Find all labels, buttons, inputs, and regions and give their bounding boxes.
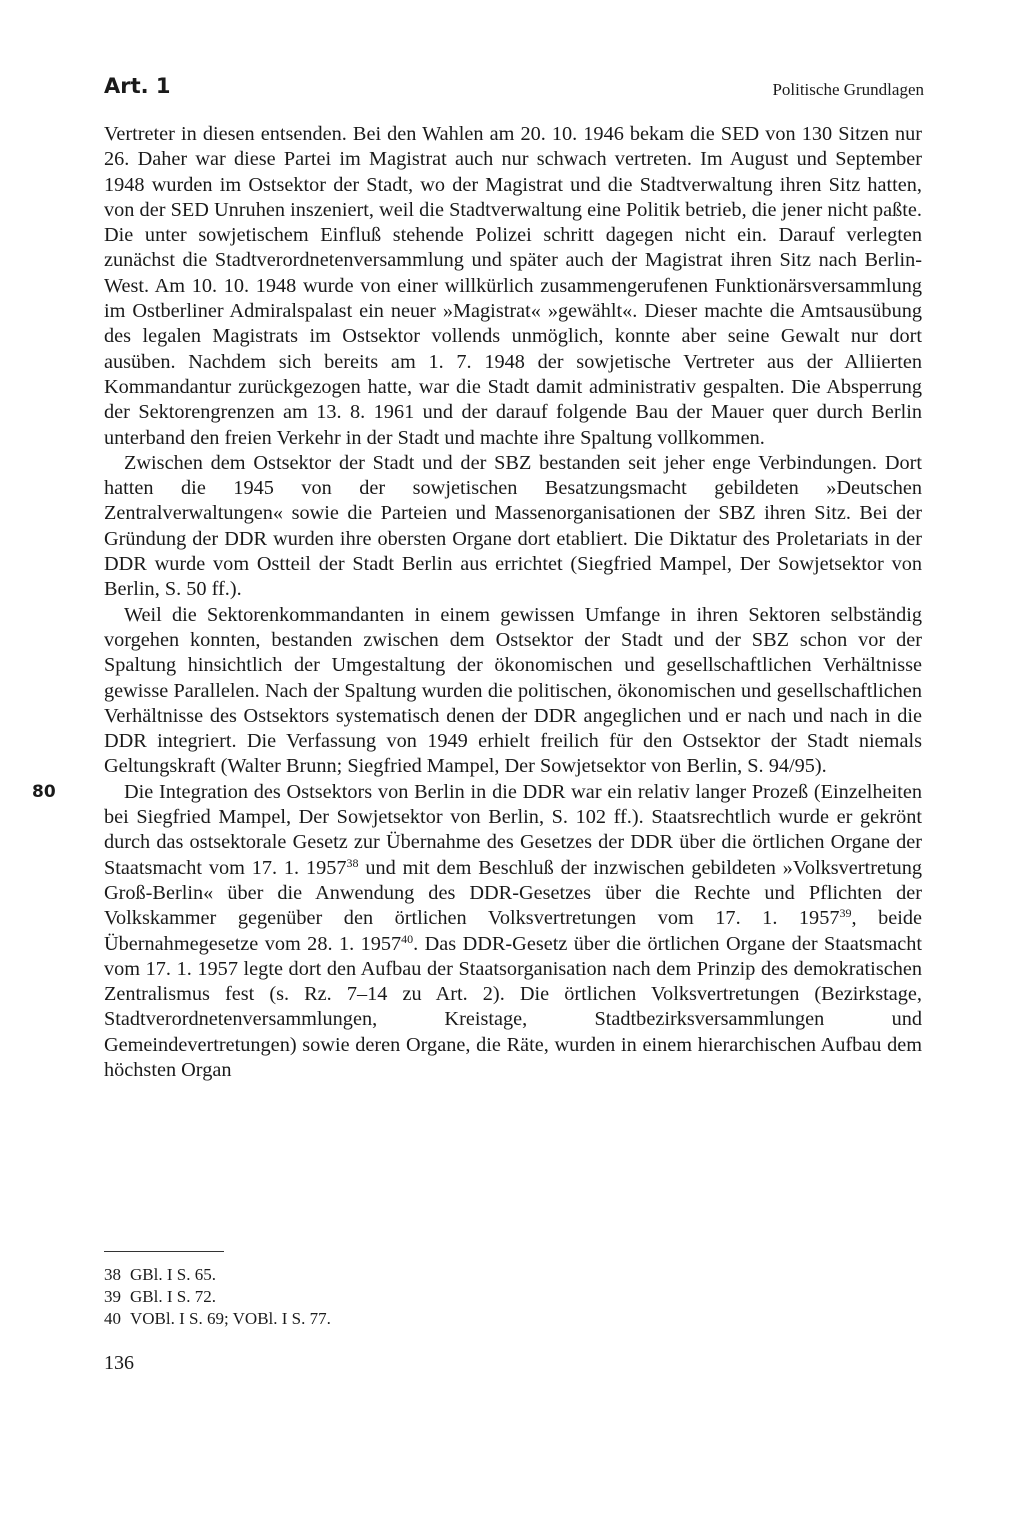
paragraph-text: . Das DDR-Gesetz über die örtlichen Organe der Staatsmacht vom 17. 1. 1957 legte dort den Aufbau der Staatsorganisation nach dem Prinzip des demokratischen Zentralismus fest (s. Rz. 7–14 zu Art. 2). Die örtlichen Volksvertretungen (Bezirkstage, Stadtverordnetenversammlungen, Kreistage, Stadtbezirksversammlungen und Gemeindevertretungen) sowie deren Organe, die Räte, wurden in einem hierarchischen Aufbau dem höchsten Organ — [104, 932, 922, 1081]
footnote-text: VOBl. I S. 69; VOBl. I S. 77. — [130, 1309, 331, 1328]
running-header — [104, 74, 924, 104]
footnote-ref: 38 — [346, 855, 359, 870]
footnote — [104, 1264, 331, 1286]
footnote-text: GBl. I S. 72. — [130, 1287, 216, 1306]
paragraph: Weil die Sektorenkommandanten in einem gewissen Umfange in ihren Sektoren selbständig vorgehen konnten, bestanden zwischen dem Ostsektor der Stadt und der SBZ schon vor der Spaltung hinsichtlich der Umgestaltung der ökonomischen und gesellschaftlichen Verhältnisse gewisse Parallelen. Nach der Spaltung wurden die politischen, ökonomischen und gesellschaftlichen Verhältnisse des Ostsektors systematisch denen der DDR angeglichen und er nach und nach in die DDR integriert. Die Verfassung von 1949 erhielt freilich für den Ostsektor der Stadt niemals Geltungskraft (Walter Brunn; Siegfried Mampel, Der Sowjetsektor von Berlin, S. 94/95). — [104, 603, 922, 778]
footnote-number: 40 — [104, 1309, 121, 1328]
page-number: 136 — [104, 1352, 134, 1374]
footnote-number: 38 — [104, 1265, 121, 1284]
footnote — [104, 1286, 331, 1308]
margin-number: 80 — [32, 781, 56, 802]
footnote-ref: 39 — [839, 906, 852, 921]
paragraph-text: , beide Übernahmegesetze vom 28. 1. 1957 — [104, 907, 923, 955]
paragraph-80 — [32, 780, 923, 1084]
footnote-divider — [104, 1251, 224, 1252]
paragraph-text: und mit dem Beschluß der inzwischen gebildeten »Volksvertretung Groß-Berlin« über die Anwendung des DDR-Gesetzes über die Rechte und Pflichten der Volkskammer gegenüber den örtlichen Volksvertretungen vom 17. 1. 1957 — [104, 856, 923, 930]
article-label: Art. 1 — [104, 74, 171, 98]
paragraph: Zwischen dem Ostsektor der Stadt und der SBZ bestanden seit jeher enge Verbindungen. Dort hatten die 1945 von der sowjetischen Besatzungsmacht gebildeten »Deutschen Zentralverwaltungen« sowie die Parteien und Massenorganisationen der SBZ ihren Sitz. Bei der Gründung der DDR wurden ihre obersten Organe dort etabliert. Die Diktatur des Proletariats in der DDR wurde vom Ostteil der Stadt Berlin aus errichtet (Siegfried Mampel, Der Sowjetsektor von Berlin, S. 50 ff.). — [104, 451, 922, 601]
footnotes — [104, 1264, 331, 1330]
paragraph: Vertreter in diesen entsenden. Bei den Wahlen am 20. 10. 1946 bekam die SED von 130 Sitzen nur 26. Daher war diese Partei im Magistrat auch nur schwach vertreten. Im August und September 1948 wurden im Ostsektor der Stadt, wo der Magistrat und die Stadtverwaltung ihren Sitz hatten, von der SED Unruhen inszeniert, weil die Stadtverwaltung eine Politik betrieb, die jener nicht paßte. Die unter sowjetischem Einfluß stehende Polizei schritt dagegen nicht ein. Darauf verlegten zunächst die Stadtverordnetenversammlung und später auch der Magistrat ihren Sitz nach Berlin-West. Am 10. 10. 1948 wurde von einer willkürlich zusammengerufenen Funktionärsversammlung im Ostberliner Admiralspalast ein neuer »Magistrat« »gewählt«. Dieser machte die Amtsausübung des legalen Magistrats im Ostsektor vollends unmöglich, konnte aber seine Gewalt nur dort ausüben. Nachdem sich bereits am 1. 7. 1948 der sowjetische Vertreter aus der Alliierten Kommandantur zurückgezogen hatte, war die Stadt damit administrativ gespalten. Die Absperrung der Sektorengrenzen am 13. 8. 1961 und der darauf folgende Bau der Mauer quer durch Berlin unterband den freien Verkehr in der Stadt und machte ihre Spaltung vollkommen. — [104, 123, 922, 449]
footnote-number: 39 — [104, 1287, 121, 1306]
footnote — [104, 1308, 331, 1330]
footnote-ref: 40 — [401, 931, 414, 946]
body-text — [32, 122, 923, 1083]
section-title: Politische Grundlagen — [772, 80, 924, 99]
footnote-text: GBl. I S. 65. — [130, 1265, 216, 1284]
paragraph-text: Die Integration des Ostsektors von Berlin in die DDR war ein relativ langer Prozeß (Einzelheiten bei Siegfried Mampel, Der Sowjetsektor von Berlin, S. 102 ff.). Staatsrechtlich wurde er gekrönt durch das ostsektorale Gesetz zur Übernahme des Gesetzes der DDR über die örtlichen Organe der Staatsmacht vom 17. 1. 1957 — [104, 780, 922, 879]
